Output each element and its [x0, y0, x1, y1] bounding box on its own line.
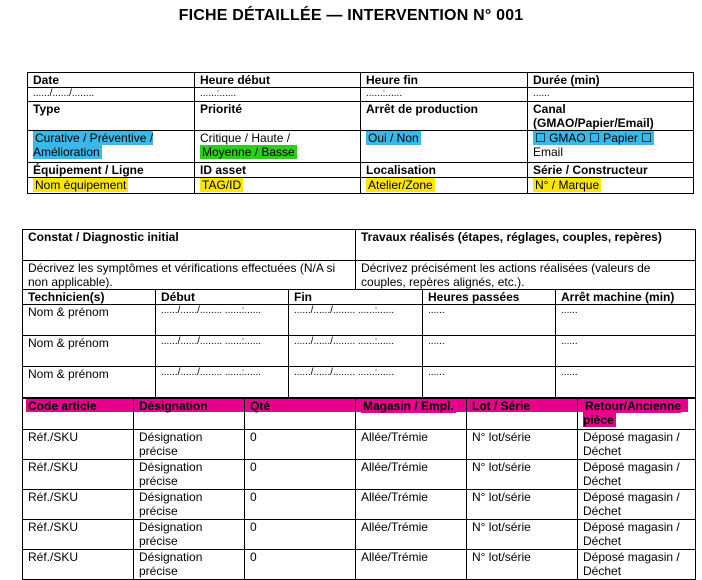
- technicien-heures[interactable]: ......: [423, 367, 556, 398]
- parts-header-designation: Désignation: [134, 399, 245, 430]
- parts-header-retour-label: Retour/Ancienne pièce: [583, 399, 682, 427]
- parts-row: [23, 550, 696, 580]
- priorite-label: Priorité: [195, 102, 361, 131]
- arret-field[interactable]: [361, 131, 528, 163]
- parts-retour[interactable]: Déposé magasin / Déchet: [578, 550, 696, 580]
- general-info-table: [27, 72, 694, 194]
- arret-value: Oui / Non: [368, 131, 419, 145]
- asset-value: TAG/ID: [202, 178, 242, 192]
- diagnostic-table: [22, 229, 696, 398]
- heure-fin-field[interactable]: ......:......: [361, 88, 528, 102]
- heure-debut-label: Heure début: [195, 73, 361, 88]
- technicien-nom[interactable]: Nom & prénom: [23, 336, 156, 367]
- type-label: Type: [28, 102, 195, 131]
- parts-code[interactable]: Réf./SKU: [23, 490, 134, 520]
- date-field[interactable]: ....../....../........: [28, 88, 195, 102]
- priorite-value-2: Moyenne / Basse: [202, 145, 295, 159]
- technicien-fin[interactable]: ....../....../........ ......:......: [289, 367, 423, 398]
- parts-lot[interactable]: N° lot/série: [467, 550, 578, 580]
- technicien-nom[interactable]: Nom & prénom: [23, 367, 156, 398]
- parts-designation[interactable]: Désignation précise: [134, 460, 245, 490]
- parts-row: [23, 460, 696, 490]
- parts-code[interactable]: Réf./SKU: [23, 550, 134, 580]
- canal-value-2: Email: [533, 145, 564, 159]
- technicien-debut[interactable]: ....../....../........ ......:......: [156, 336, 289, 367]
- type-value: Curative / Préventive / Amélioration: [33, 131, 154, 159]
- parts-qte[interactable]: 0: [245, 520, 356, 550]
- parts-code[interactable]: Réf./SKU: [23, 430, 134, 460]
- parts-code[interactable]: Réf./SKU: [23, 520, 134, 550]
- parts-header-qte: Qté: [245, 399, 356, 430]
- parts-qte[interactable]: 0: [245, 550, 356, 580]
- technicien-arret[interactable]: ......: [556, 336, 696, 367]
- travaux-label: Travaux réalisés (étapes, réglages, couples, repères): [356, 230, 696, 261]
- parts-magasin[interactable]: Allée/Trémie: [356, 430, 467, 460]
- equipement-label: Équipement / Ligne: [28, 163, 195, 178]
- parts-designation[interactable]: Désignation précise: [134, 490, 245, 520]
- parts-header-magasin-label: Magasin / Empl.: [363, 399, 454, 413]
- priorite-value-1: Critique / Haute /: [200, 131, 291, 145]
- technicien-debut[interactable]: ....../....../........ ......:......: [156, 367, 289, 398]
- date-label: Date: [28, 73, 195, 88]
- technicien-fin[interactable]: ....../....../........ ......:......: [289, 336, 423, 367]
- asset-field[interactable]: [195, 178, 361, 194]
- technicien-heures[interactable]: ......: [423, 305, 556, 336]
- parts-row: [23, 520, 696, 550]
- parts-lot[interactable]: N° lot/série: [467, 520, 578, 550]
- technicien-fin[interactable]: ....../....../........ ......:......: [289, 305, 423, 336]
- parts-designation[interactable]: Désignation précise: [134, 550, 245, 580]
- technicien-heures[interactable]: ......: [423, 336, 556, 367]
- localisation-value: Atelier/Zone: [368, 178, 433, 192]
- canal-label: Canal (GMAO/Papier/Email): [528, 102, 694, 131]
- technicien-debut[interactable]: ....../....../........ ......:......: [156, 305, 289, 336]
- parts-row: [23, 430, 696, 460]
- serie-value: N° / Marque: [535, 178, 600, 192]
- parts-magasin[interactable]: Allée/Trémie: [356, 550, 467, 580]
- canal-value-1: ☐ GMAO ☐ Papier ☐: [535, 131, 652, 145]
- localisation-label: Localisation: [361, 163, 528, 178]
- parts-qte[interactable]: 0: [245, 460, 356, 490]
- technicien-row: [23, 367, 696, 398]
- parts-magasin[interactable]: Allée/Trémie: [356, 520, 467, 550]
- priorite-field[interactable]: [195, 131, 361, 163]
- heure-fin-label: Heure fin: [361, 73, 528, 88]
- parts-retour[interactable]: Déposé magasin / Déchet: [578, 490, 696, 520]
- travaux-field[interactable]: Décrivez précisément les actions réalisées (valeurs de couples, repères alignés, etc.).: [356, 261, 696, 290]
- tech-header-heures: Heures passées: [423, 290, 556, 305]
- parts-code[interactable]: Réf./SKU: [23, 460, 134, 490]
- canal-field[interactable]: [528, 131, 694, 163]
- tech-header-arret: Arrêt machine (min): [556, 290, 696, 305]
- parts-lot[interactable]: N° lot/série: [467, 430, 578, 460]
- asset-label: ID asset: [195, 163, 361, 178]
- parts-designation[interactable]: Désignation précise: [134, 520, 245, 550]
- parts-header-code: Code article: [23, 399, 134, 430]
- technicien-nom[interactable]: Nom & prénom: [23, 305, 156, 336]
- technicien-row: [23, 336, 696, 367]
- parts-qte[interactable]: 0: [245, 430, 356, 460]
- technicien-row: [23, 305, 696, 336]
- serie-field[interactable]: [528, 178, 694, 194]
- parts-retour[interactable]: Déposé magasin / Déchet: [578, 430, 696, 460]
- parts-designation[interactable]: Désignation précise: [134, 430, 245, 460]
- parts-table: [22, 398, 696, 580]
- technicien-arret[interactable]: ......: [556, 367, 696, 398]
- parts-header-magasin: [356, 399, 467, 430]
- duree-field[interactable]: ......: [528, 88, 694, 102]
- constat-label: Constat / Diagnostic initial: [23, 230, 356, 261]
- localisation-field[interactable]: [361, 178, 528, 194]
- parts-magasin[interactable]: Allée/Trémie: [356, 460, 467, 490]
- parts-header-lot: Lot / Série: [467, 399, 578, 430]
- tech-header-technicien: Technicien(s): [23, 290, 156, 305]
- constat-field[interactable]: Décrivez les symptômes et vérifications effectuées (N/A si non applicable).: [23, 261, 356, 290]
- type-field[interactable]: [28, 131, 195, 163]
- tech-header-debut: Début: [156, 290, 289, 305]
- parts-retour[interactable]: Déposé magasin / Déchet: [578, 460, 696, 490]
- duree-label: Durée (min): [528, 73, 694, 88]
- page-title: FICHE DÉTAILLÉE — INTERVENTION N° 001: [178, 7, 524, 24]
- parts-row: [23, 490, 696, 520]
- parts-lot[interactable]: N° lot/série: [467, 490, 578, 520]
- serie-label: Série / Constructeur: [528, 163, 694, 178]
- tech-header-fin: Fin: [289, 290, 423, 305]
- heure-debut-field[interactable]: ......:......: [195, 88, 361, 102]
- parts-retour[interactable]: Déposé magasin / Déchet: [578, 520, 696, 550]
- parts-header-retour: [578, 399, 696, 430]
- parts-qte[interactable]: 0: [245, 490, 356, 520]
- equipement-field[interactable]: [28, 178, 195, 194]
- equipement-value: Nom équipement: [35, 178, 127, 192]
- technicien-arret[interactable]: ......: [556, 305, 696, 336]
- parts-magasin[interactable]: Allée/Trémie: [356, 490, 467, 520]
- parts-lot[interactable]: N° lot/série: [467, 460, 578, 490]
- arret-label: Arrêt de production: [361, 102, 528, 131]
